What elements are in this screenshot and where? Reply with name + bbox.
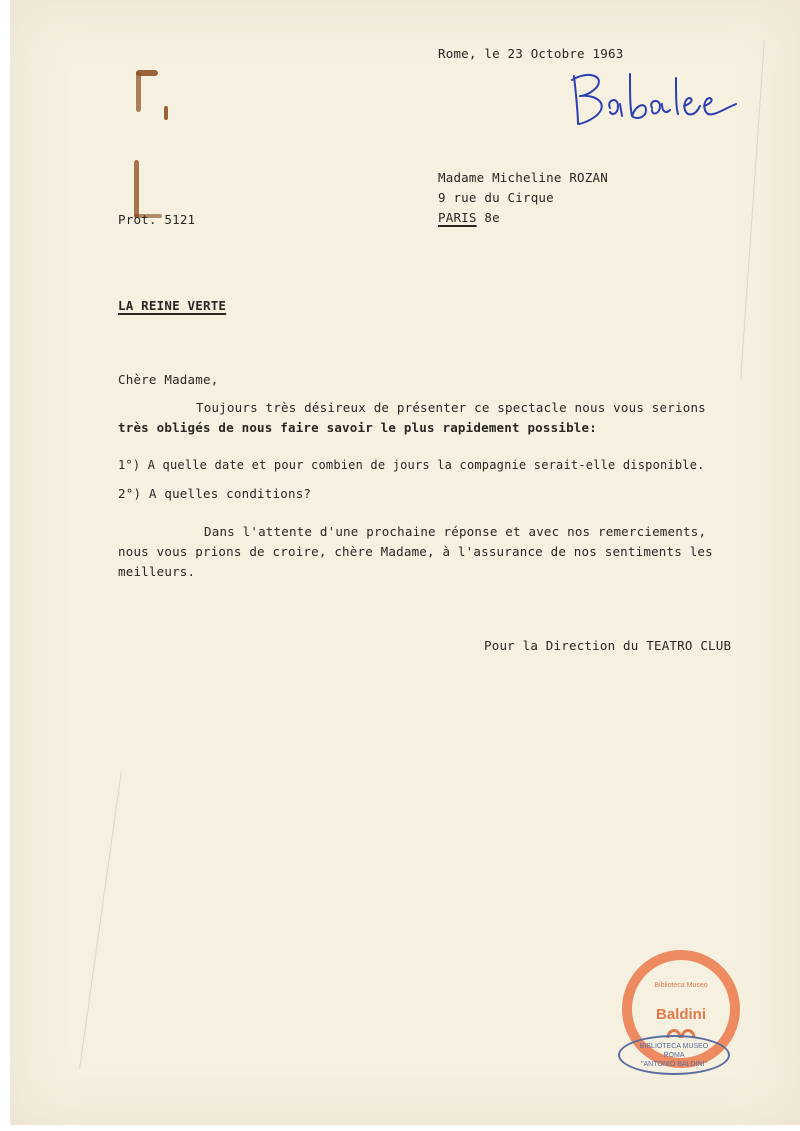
- reference-label: Prot.: [118, 212, 157, 227]
- rust-mark: [164, 106, 168, 120]
- reference-number: 5121: [164, 212, 196, 227]
- stamp-oval: [618, 1035, 730, 1075]
- recipient-name: Madame Micheline ROZAN: [438, 170, 608, 185]
- stamp-name: Baldini: [655, 1006, 706, 1023]
- rust-mark: [136, 72, 141, 112]
- list-item-2: 2°) A quelles conditions?: [118, 486, 312, 501]
- recipient-street: 9 rue du Cirque: [438, 190, 554, 205]
- recipient-city-line: [438, 210, 500, 225]
- reference-line: [118, 212, 195, 227]
- closing-line: Pour la Direction du TEATRO CLUB: [484, 638, 732, 653]
- subject-line: LA REINE VERTE: [118, 298, 227, 313]
- stamp-oval-line-2: ROMA: [663, 1052, 685, 1059]
- date-line: Rome, le 23 Octobre 1963: [438, 46, 624, 61]
- body-paragraph-2-line-1: Dans l'attente d'une prochaine réponse et avec nos remerciements,: [204, 524, 707, 539]
- paper-crease: [79, 771, 122, 1068]
- stamp-oval-line-3: "ANTONIO BALDINI": [641, 1061, 707, 1068]
- body-paragraph-2-line-2: nous vous prions de croire, chère Madame, à l'assurance de nos sentiments les: [118, 544, 713, 559]
- library-stamp: [618, 950, 748, 1090]
- salutation: Chère Madame,: [118, 372, 219, 387]
- recipient-district: 8e: [484, 210, 500, 225]
- rust-mark: [134, 160, 139, 218]
- stamp-oval-line-1: BIBLIOTECA MUSEO: [639, 1043, 709, 1050]
- body-paragraph-2-line-3: meilleurs.: [118, 564, 196, 579]
- paper-crease: [740, 40, 765, 379]
- body-paragraph-1-line-2: très obligés de nous faire savoir le plus rapidement possible:: [118, 420, 597, 435]
- recipient-city: PARIS: [438, 210, 477, 225]
- handwritten-signature: [566, 64, 741, 136]
- list-item-1: 1°) A quelle date et pour combien de jours la compagnie serait-elle disponible.: [118, 458, 705, 472]
- body-paragraph-1-line-1: Toujours très désireux de présenter ce spectacle nous vous serions: [196, 400, 706, 415]
- stamp-top-text: Biblioteca Museo: [654, 982, 708, 989]
